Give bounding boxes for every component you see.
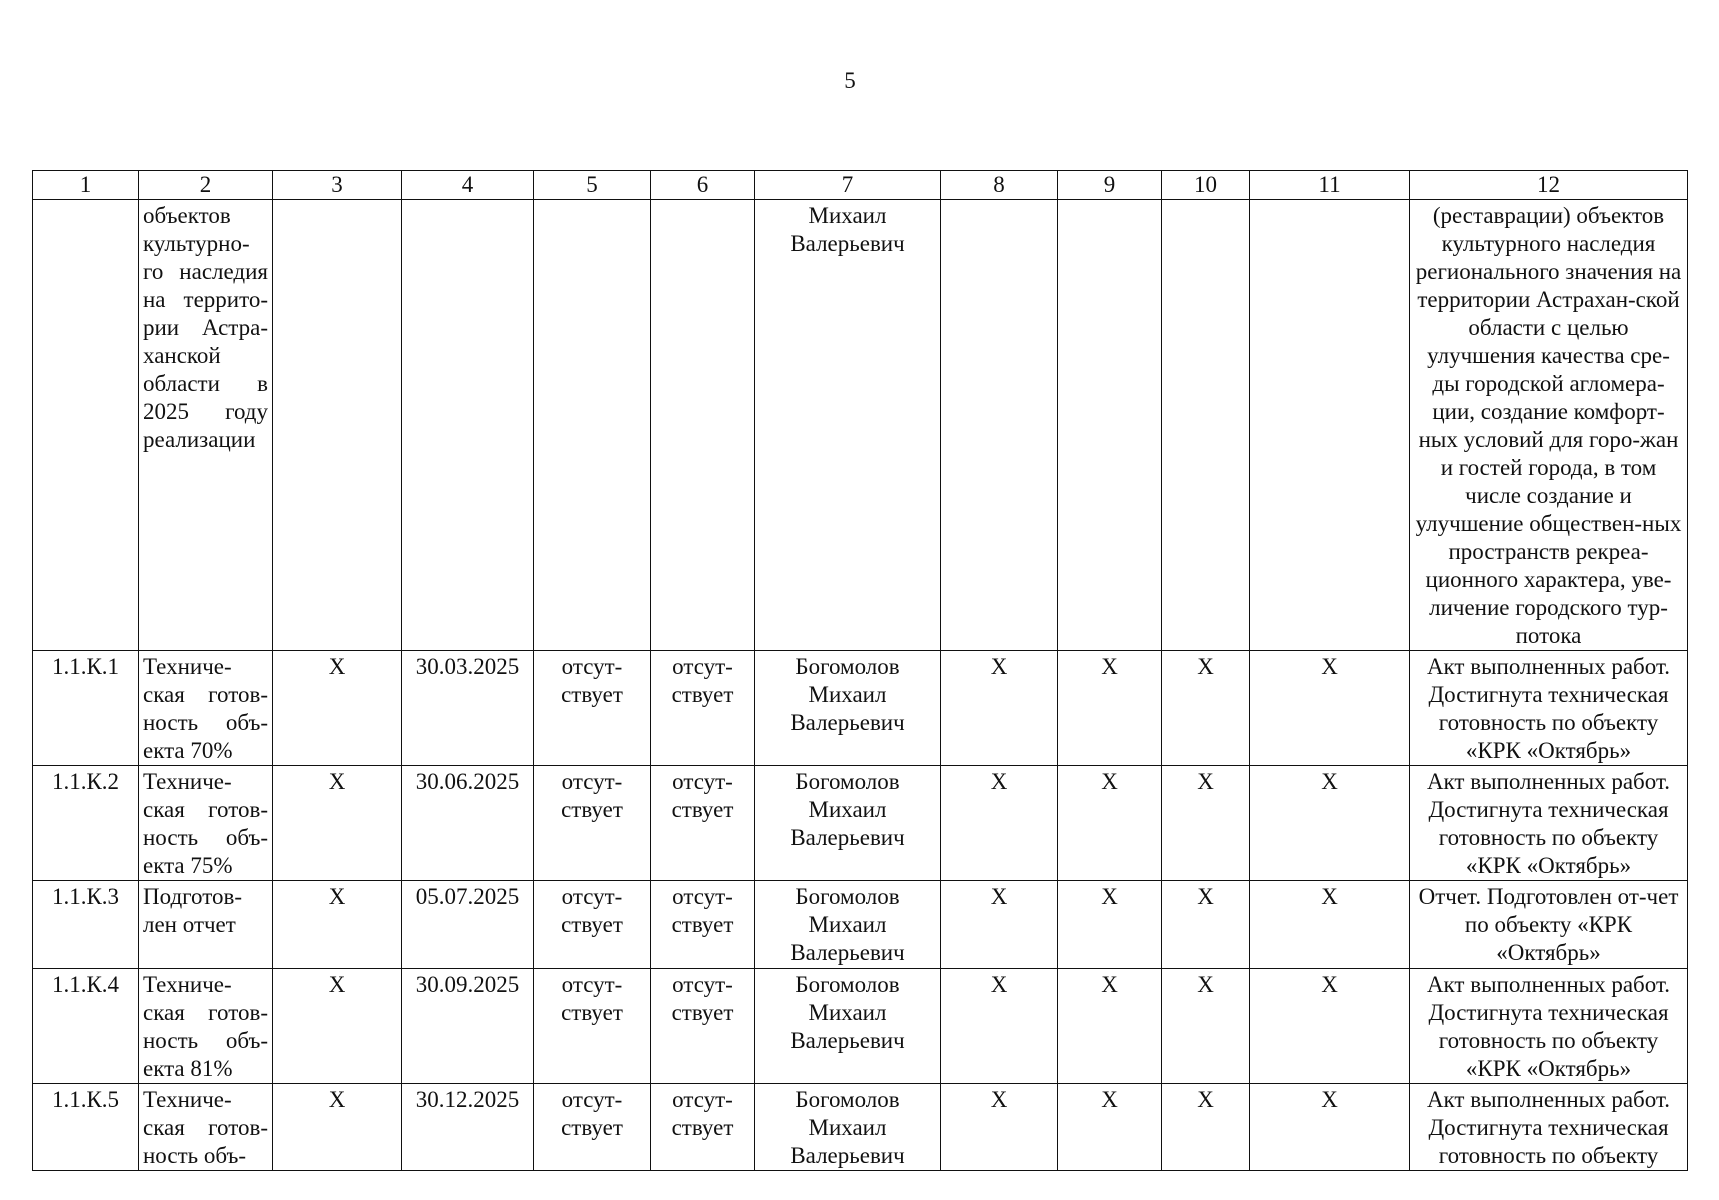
- plan-table: [32, 170, 1688, 1171]
- cell: отсут-ствует: [534, 1084, 651, 1171]
- cell-name: Техниче-ская готов-ность объ-: [139, 1084, 273, 1171]
- cell-responsible: Богомолов Михаил Валерьевич: [755, 969, 941, 1084]
- cell: Х: [1058, 1084, 1162, 1171]
- cell: Х: [1162, 969, 1250, 1084]
- column-header: 7: [755, 171, 941, 200]
- table-row: [33, 1084, 1688, 1171]
- column-header: 12: [1410, 171, 1688, 200]
- table-row: [33, 766, 1688, 881]
- column-header: 1: [33, 171, 139, 200]
- cell: [402, 200, 534, 651]
- cell: Х: [941, 881, 1058, 969]
- cell: отсут-ствует: [534, 881, 651, 969]
- cell: Х: [1058, 651, 1162, 766]
- cell: Х: [273, 881, 402, 969]
- column-header: 8: [941, 171, 1058, 200]
- cell: Х: [1250, 651, 1410, 766]
- cell: Х: [1250, 969, 1410, 1084]
- column-header: 11: [1250, 171, 1410, 200]
- cell: Х: [1250, 881, 1410, 969]
- cell-result: Акт выполненных работ. Достигнута техническая готовность по объекту «КРК «Октябрь»: [1410, 766, 1688, 881]
- cell: отсут-ствует: [534, 651, 651, 766]
- cell: отсут-ствует: [534, 969, 651, 1084]
- cell: Х: [941, 651, 1058, 766]
- column-header: 5: [534, 171, 651, 200]
- cell: Х: [273, 1084, 402, 1171]
- cell: Х: [1162, 1084, 1250, 1171]
- table-row: [33, 651, 1688, 766]
- cell-number: [33, 200, 139, 651]
- continuation-row: [33, 200, 1688, 651]
- cell: Х: [1250, 766, 1410, 881]
- cell-number: 1.1.К.5: [33, 1084, 139, 1171]
- cell-result: Акт выполненных работ. Достигнута техническая готовность по объекту «КРК «Октябрь»: [1410, 651, 1688, 766]
- cell: отсут-ствует: [651, 969, 755, 1084]
- cell: Х: [1058, 881, 1162, 969]
- cell: Х: [273, 766, 402, 881]
- cell: Х: [1162, 881, 1250, 969]
- column-header: 2: [139, 171, 273, 200]
- cell-result: Акт выполненных работ. Достигнута техническая готовность по объекту: [1410, 1084, 1688, 1171]
- cell: [534, 200, 651, 651]
- cell: [1250, 200, 1410, 651]
- cell: [651, 200, 755, 651]
- cell: [941, 200, 1058, 651]
- cell-result: Акт выполненных работ. Достигнута техническая готовность по объекту «КРК «Октябрь»: [1410, 969, 1688, 1084]
- table-row: [33, 969, 1688, 1084]
- cell-date: 30.06.2025: [402, 766, 534, 881]
- cell: отсут-ствует: [651, 881, 755, 969]
- cell: [1162, 200, 1250, 651]
- cell-number: 1.1.К.4: [33, 969, 139, 1084]
- cell-name: Техниче-ская готов-ность объ-екта 70%: [139, 651, 273, 766]
- cell-name: Подготов-лен отчет: [139, 881, 273, 969]
- cell: Х: [1058, 969, 1162, 1084]
- cell-number: 1.1.К.3: [33, 881, 139, 969]
- cell-date: 30.03.2025: [402, 651, 534, 766]
- page-number: 5: [844, 68, 856, 93]
- column-header: 3: [273, 171, 402, 200]
- cell-date: 30.12.2025: [402, 1084, 534, 1171]
- cell-result: (реставрации) объектов культурного наследия регионального значения на территории Астрахан-ской области с целью улучшения качества сре-ды городской агломера-ции, создание комфорт-ных условий для горо-жан и гостей города, в том числе создание и улучшение обществен-ных пространств рекреа-ционного характера, уве-личение городского тур-потока: [1410, 200, 1688, 651]
- cell-date: 30.09.2025: [402, 969, 534, 1084]
- cell-name: Техниче-ская готов-ность объ-екта 75%: [139, 766, 273, 881]
- cell-number: 1.1.К.2: [33, 766, 139, 881]
- cell-responsible: Богомолов Михаил Валерьевич: [755, 881, 941, 969]
- cell: Х: [273, 969, 402, 1084]
- column-header: 6: [651, 171, 755, 200]
- cell: Х: [1250, 1084, 1410, 1171]
- cell-responsible: Михаил Валерьевич: [755, 200, 941, 651]
- cell-responsible: Богомолов Михаил Валерьевич: [755, 766, 941, 881]
- cell-number: 1.1.К.1: [33, 651, 139, 766]
- cell: [273, 200, 402, 651]
- column-header: 4: [402, 171, 534, 200]
- cell: Х: [1058, 766, 1162, 881]
- cell: Х: [1162, 651, 1250, 766]
- cell: Х: [1162, 766, 1250, 881]
- cell-name: Техниче-ская готов-ность объ-екта 81%: [139, 969, 273, 1084]
- column-header: 9: [1058, 171, 1162, 200]
- cell: Х: [941, 969, 1058, 1084]
- header-row: [33, 171, 1688, 200]
- cell-responsible: Богомолов Михаил Валерьевич: [755, 651, 941, 766]
- cell-result: Отчет. Подготовлен от-чет по объекту «КРК «Октябрь»: [1410, 881, 1688, 969]
- cell: Х: [273, 651, 402, 766]
- cell: отсут-ствует: [651, 651, 755, 766]
- table-row: [33, 881, 1688, 969]
- cell: отсут-ствует: [651, 766, 755, 881]
- cell-name: объектов культурно-го наследия на террито-рии Астра-ханской области в 2025 году реализации: [139, 200, 273, 651]
- cell-responsible: Богомолов Михаил Валерьевич: [755, 1084, 941, 1171]
- cell: Х: [941, 766, 1058, 881]
- cell: отсут-ствует: [651, 1084, 755, 1171]
- column-header: 10: [1162, 171, 1250, 200]
- cell: отсут-ствует: [534, 766, 651, 881]
- cell: [1058, 200, 1162, 651]
- cell-date: 05.07.2025: [402, 881, 534, 969]
- cell: Х: [941, 1084, 1058, 1171]
